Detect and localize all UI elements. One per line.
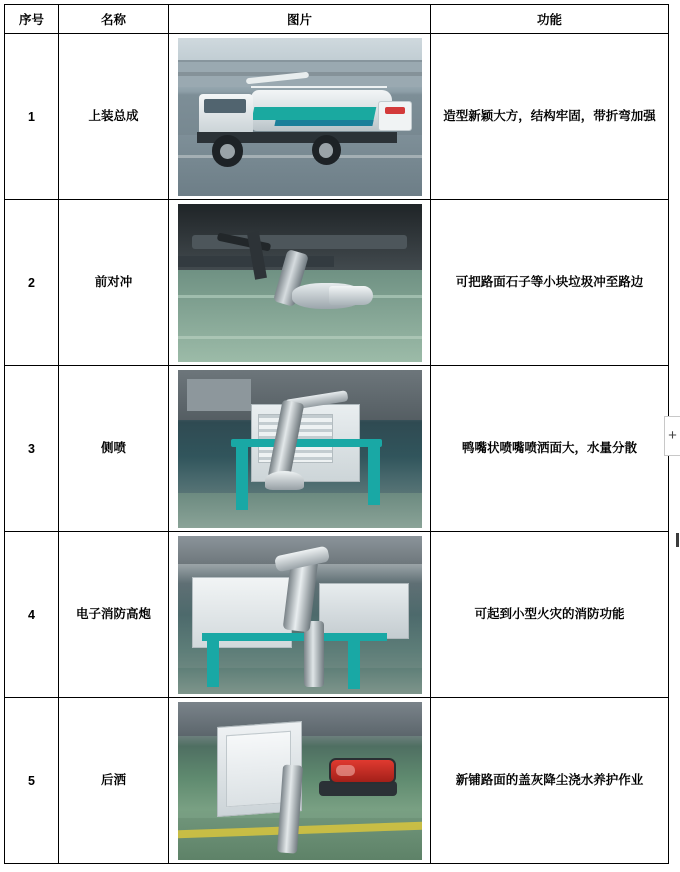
row-function: 鸭嘴状喷嘴喷洒面大，水量分散 [431,366,669,532]
column-header-name: 名称 [59,5,169,34]
column-header-index: 序号 [5,5,59,34]
row-index: 4 [5,532,59,698]
photo-side-spray [178,370,422,528]
row-index: 5 [5,698,59,864]
table-row [5,698,669,864]
row-name: 前对冲 [59,200,169,366]
table-row [5,200,669,366]
table-header-row [5,5,669,34]
table-row [5,532,669,698]
row-name: 电子消防高炮 [59,532,169,698]
spec-table [4,4,669,864]
row-image-cell [169,532,431,698]
row-function: 造型新颖大方，结构牢固，带折弯加强 [431,34,669,200]
row-name: 后洒 [59,698,169,864]
row-index: 1 [5,34,59,200]
column-header-function: 功能 [431,5,669,34]
photo-upper-assembly [178,38,422,196]
row-image-cell [169,698,431,864]
row-function: 可把路面石子等小块垃圾冲至路边 [431,200,669,366]
table-row [5,34,669,200]
photo-front-flush [178,204,422,362]
row-index: 2 [5,200,59,366]
photo-fire-monitor [178,536,422,694]
row-image-cell [169,34,431,200]
row-name: 上装总成 [59,34,169,200]
table-body [5,34,669,864]
photo-rear-sprinkler [178,702,422,860]
row-function: 新铺路面的盖灰降尘浇水养护作业 [431,698,669,864]
scroll-marker[interactable] [676,533,679,547]
document-page [0,4,680,872]
row-image-cell [169,200,431,366]
table-header [5,5,669,34]
zoom-in-button[interactable]: + [664,416,680,456]
row-image-cell [169,366,431,532]
row-index: 3 [5,366,59,532]
table-row [5,366,669,532]
column-header-image: 图片 [169,5,431,34]
row-name: 侧喷 [59,366,169,532]
row-function: 可起到小型火灾的消防功能 [431,532,669,698]
